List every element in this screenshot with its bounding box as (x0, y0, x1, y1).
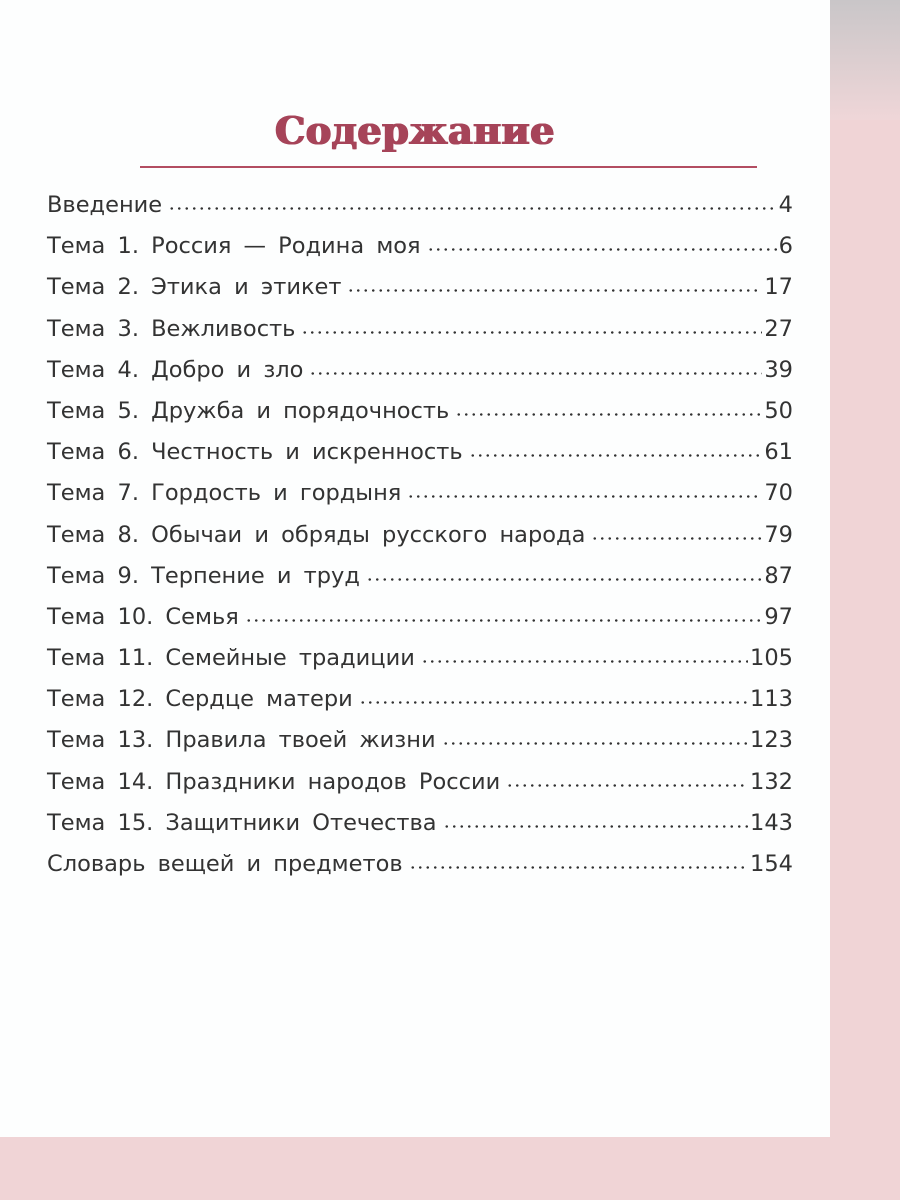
toc-entry (47, 810, 793, 851)
toc-entry-page: 113 (750, 686, 793, 713)
toc-entry (47, 480, 793, 521)
dot-leader (442, 742, 748, 745)
toc-entry-page: 50 (764, 397, 793, 424)
toc-entry-page: 105 (750, 645, 793, 672)
toc-entry-label: Тема 3. Вежливость (47, 315, 296, 342)
toc-entry-label: Словарь вещей и предметов (47, 851, 403, 877)
toc-entry-label: Тема 10. Семья (47, 603, 239, 630)
toc-entry (47, 192, 793, 233)
toc-entry-label: Тема 12. Сердце матери (47, 686, 353, 713)
toc-entry-label: Тема 13. Правила твоей жизни (47, 727, 436, 754)
toc-entry-page: 4 (778, 192, 793, 218)
dot-leader (455, 413, 762, 416)
toc-entry-page: 87 (764, 562, 793, 589)
toc-entry-label: Тема 15. Защитники Отечества (47, 809, 437, 836)
scan-edge (830, 0, 900, 120)
dot-leader (591, 537, 762, 540)
toc-entry (47, 645, 793, 686)
dot-leader (366, 578, 762, 581)
toc-entry-page: 27 (764, 315, 793, 342)
toc-entry-page: 79 (764, 521, 793, 548)
dot-leader (407, 495, 762, 498)
toc-entry-page: 17 (764, 274, 793, 301)
toc-entry-page: 123 (750, 727, 793, 754)
toc-entry-label: Тема 7. Гордость и гордыня (47, 480, 402, 507)
toc-entry (47, 357, 793, 398)
title-divider (140, 166, 757, 168)
toc-entry-page: 70 (764, 480, 793, 507)
toc-entry (47, 233, 793, 274)
toc-entry (47, 398, 793, 439)
dot-leader (168, 207, 777, 210)
toc-entry-label: Тема 9. Терпение и труд (47, 562, 360, 589)
dot-leader (245, 619, 763, 622)
dot-leader (347, 289, 762, 292)
dot-leader (409, 866, 748, 869)
toc-entry (47, 439, 793, 480)
toc-entry-label: Тема 2. Этика и этикет (47, 274, 342, 301)
toc-entry (47, 604, 793, 645)
dot-leader (427, 248, 777, 251)
dot-leader (443, 825, 748, 828)
toc-entry-page: 61 (764, 439, 793, 466)
toc-entry-label: Тема 14. Праздники народов России (47, 768, 501, 795)
toc-entry (47, 522, 793, 563)
toc-entry (47, 316, 793, 357)
table-of-contents (47, 192, 793, 892)
toc-entry-page: 143 (750, 809, 793, 836)
dot-leader (309, 372, 762, 375)
toc-entry-page: 6 (778, 233, 793, 260)
toc-entry-page: 132 (750, 768, 793, 795)
toc-entry-label: Введение (47, 192, 163, 218)
toc-entry (47, 686, 793, 727)
toc-entry (47, 563, 793, 604)
toc-entry-page: 97 (764, 603, 793, 630)
page-title: Содержание (275, 108, 555, 153)
toc-entry-label: Тема 4. Добро и зло (47, 356, 304, 383)
toc-entry-page: 154 (750, 851, 793, 877)
toc-entry (47, 274, 793, 315)
toc-entry-label: Тема 1. Россия — Родина моя (47, 233, 421, 260)
dot-leader (469, 454, 763, 457)
toc-entry (47, 851, 793, 892)
toc-entry (47, 727, 793, 768)
toc-entry-label: Тема 6. Честность и искренность (47, 439, 463, 466)
dot-leader (359, 701, 748, 704)
toc-entry-label: Тема 8. Обычаи и обряды русского народа (47, 521, 586, 548)
toc-entry-label: Тема 11. Семейные традиции (47, 645, 415, 672)
toc-entry-label: Тема 5. Дружба и порядочность (47, 397, 450, 424)
toc-entry (47, 769, 793, 810)
dot-leader (506, 784, 748, 787)
dot-leader (301, 331, 762, 334)
toc-entry-page: 39 (764, 356, 793, 383)
dot-leader (421, 660, 748, 663)
